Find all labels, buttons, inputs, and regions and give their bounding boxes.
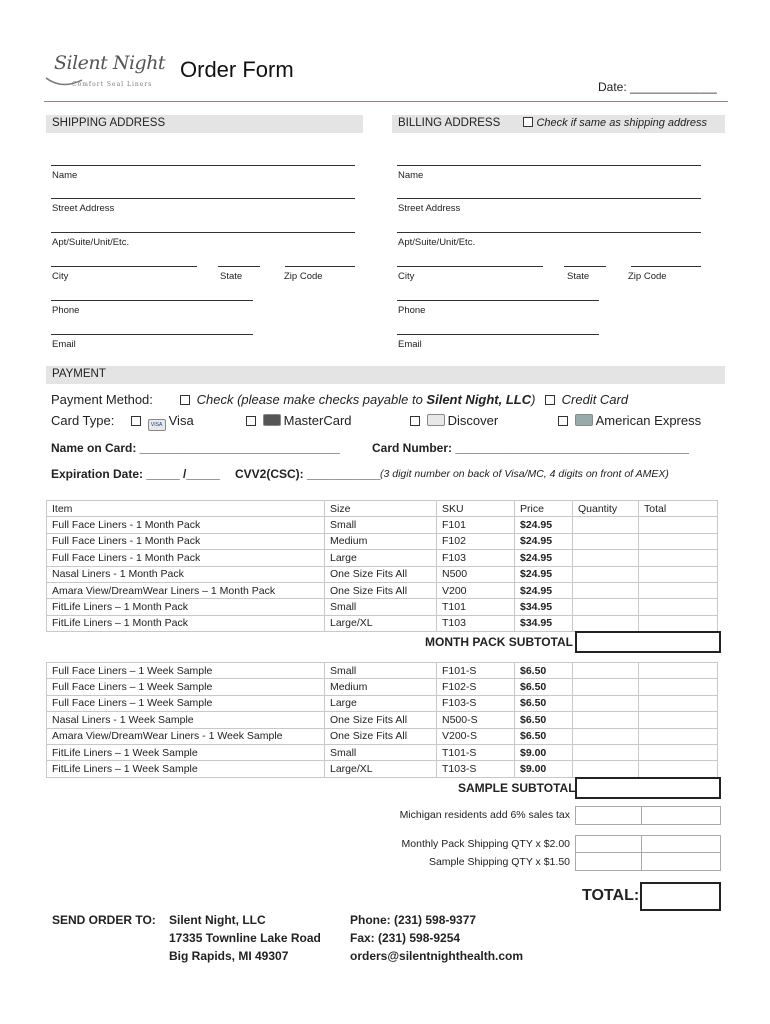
billing-heading-bar [392,115,725,133]
cvv-note: (3 digit number on back of Visa/MC, 4 digits on front of AMEX) [380,468,669,480]
cell-total-input[interactable] [639,550,718,566]
cell-size: Small [325,744,437,760]
month-pack-row [47,517,718,533]
table-header-row [47,501,718,517]
send-company: Silent Night, LLC [169,913,266,927]
shipping-zip-label: Zip Code [284,271,323,282]
sample-row [47,728,718,744]
mastercard-card-icon [263,414,281,426]
tax-total-box[interactable] [641,806,721,825]
billing-name-label: Name [398,170,424,181]
cell-price: $9.00 [515,761,573,777]
header-divider [44,101,728,102]
cell-quantity-input[interactable] [573,615,639,631]
same-as-shipping-checkbox[interactable] [523,117,533,127]
send-contact [350,911,523,965]
month-pack-row [47,582,718,598]
card-type-label: Card Type: [51,413,115,428]
cell-price: $34.95 [515,615,573,631]
billing-apt-label: Apt/Suite/Unit/Etc. [398,237,476,248]
credit-option [545,392,628,407]
tax-qty-box[interactable] [575,806,642,825]
mastercard-checkbox[interactable] [246,416,256,426]
cell-sku: N500 [437,566,515,582]
cell-size: One Size Fits All [325,566,437,582]
total-label: TOTAL: [582,887,640,904]
cell-price: $24.95 [515,517,573,533]
cell-quantity-input[interactable] [573,517,639,533]
cell-price: $6.50 [515,712,573,728]
cell-quantity-input[interactable] [573,744,639,760]
credit-card-checkbox[interactable] [545,395,555,405]
shipping-phone-label: Phone [52,305,80,316]
col-header-item: Item [47,501,325,517]
cell-sku: F103-S [437,695,515,711]
mastercard-label: MasterCard [283,413,352,428]
billing-street-label: Street Address [398,203,461,214]
cell-quantity-input[interactable] [573,761,639,777]
cell-size: One Size Fits All [325,728,437,744]
cell-size: Large/XL [325,761,437,777]
cell-price: $34.95 [515,599,573,615]
cell-sku: F102-S [437,679,515,695]
cell-item: Amara View/DreamWear Liners - 1 Week Sample [47,728,325,744]
monthly-shipping-label: Monthly Pack Shipping QTY x $2.00 [401,838,570,850]
cell-total-input[interactable] [639,517,718,533]
cell-price: $24.95 [515,550,573,566]
sample-row [47,712,718,728]
month-pack-subtotal-box[interactable] [575,631,721,653]
discover-option [410,413,498,428]
billing-city-line[interactable] [397,266,543,267]
cell-item: Full Face Liners - 1 Month Pack [47,517,325,533]
cell-sku: V200-S [437,728,515,744]
billing-heading: BILLING ADDRESS [398,117,501,129]
card-number-field[interactable]: Card Number: ___________________________________ [372,441,689,455]
billing-zip-line[interactable] [631,266,701,267]
cell-price: $6.50 [515,663,573,679]
total-box[interactable] [640,882,721,911]
billing-phone-line[interactable] [397,300,599,301]
shipping-apt-line[interactable] [51,232,355,233]
cell-total-input[interactable] [639,728,718,744]
cell-quantity-input[interactable] [573,599,639,615]
col-header-sku: SKU [437,501,515,517]
shipping-heading: SHIPPING ADDRESS [46,115,363,133]
cell-total-input[interactable] [639,695,718,711]
cell-sku: F101 [437,517,515,533]
date-field[interactable]: Date: _____________ [598,80,717,94]
cell-quantity-input[interactable] [573,566,639,582]
cell-sku: F101-S [437,663,515,679]
shipping-name-line[interactable] [51,165,355,166]
visa-card-icon: VISA [148,419,166,431]
amex-option [558,413,701,428]
shipping-phone-line[interactable] [51,300,253,301]
cell-quantity-input[interactable] [573,695,639,711]
cell-sku: F103 [437,550,515,566]
cell-size: Small [325,599,437,615]
month-pack-subtotal-label: MONTH PACK SUBTOTAL [425,635,573,649]
shipping-email-line[interactable] [51,334,253,335]
sample-row [47,679,718,695]
sample-row [47,663,718,679]
cell-size: Small [325,517,437,533]
billing-email-line[interactable] [397,334,599,335]
col-header-size: Size [325,501,437,517]
sample-table [46,662,718,778]
cell-item: Full Face Liners – 1 Week Sample [47,695,325,711]
cell-item: FitLife Liners – 1 Month Pack [47,599,325,615]
discover-checkbox[interactable] [410,416,420,426]
cell-total-input[interactable] [639,679,718,695]
cell-price: $6.50 [515,679,573,695]
logo-tagline: Comfort Seal Liners [72,81,153,88]
cell-price: $9.00 [515,744,573,760]
cell-item: Full Face Liners – 1 Week Sample [47,663,325,679]
billing-phone-label: Phone [398,305,426,316]
shipping-city-line[interactable] [51,266,197,267]
sample-row [47,761,718,777]
cell-price: $6.50 [515,728,573,744]
sample-subtotal-box[interactable] [575,777,721,799]
col-header-price: Price [515,501,573,517]
same-as-shipping-label: Check if same as shipping address [536,117,708,129]
billing-zip-label: Zip Code [628,271,667,282]
cell-price: $24.95 [515,566,573,582]
send-address-line2: Big Rapids, MI 49307 [169,949,289,963]
amex-checkbox[interactable] [558,416,568,426]
logo [44,52,169,94]
cell-size: One Size Fits All [325,712,437,728]
cell-total-input[interactable] [639,599,718,615]
cell-size: Large/XL [325,615,437,631]
check-option [180,392,535,407]
check-payee: Silent Night, LLC [426,392,532,407]
shipping-state-label: State [220,271,243,282]
visa-label: Visa [168,413,194,428]
cell-item: FitLife Liners – 1 Week Sample [47,761,325,777]
name-on-card-field[interactable]: Name on Card: ______________________________ [51,441,340,455]
cell-quantity-input[interactable] [573,663,639,679]
check-option-close: ) [531,392,536,407]
month-pack-row [47,550,718,566]
cell-size: Medium [325,533,437,549]
amex-label: American Express [595,413,702,428]
discover-card-icon [427,414,445,426]
cell-sku: T101-S [437,744,515,760]
mastercard-option [246,413,352,428]
billing-street-line[interactable] [397,198,701,199]
shipping-city-label: City [52,271,69,282]
cell-total-input[interactable] [639,566,718,582]
cell-item: Full Face Liners - 1 Month Pack [47,550,325,566]
cell-quantity-input[interactable] [573,550,639,566]
shipping-name-label: Name [52,170,78,181]
shipping-street-label: Street Address [52,203,115,214]
billing-name-line[interactable] [397,165,701,166]
payment-method-label: Payment Method: [51,392,153,407]
shipping-state-line[interactable] [218,266,260,267]
month-pack-table [46,500,718,632]
sample-shipping-qty-box[interactable] [575,852,642,871]
col-header-quantity: Quantity [573,501,639,517]
cell-size: Large [325,695,437,711]
logo-text: Silent Night [54,52,166,74]
cell-quantity-input[interactable] [573,533,639,549]
check-option-checkbox[interactable] [180,395,190,405]
credit-card-label: Credit Card [561,392,629,407]
cell-sku: N500-S [437,712,515,728]
cell-item: Nasal Liners - 1 Month Pack [47,566,325,582]
send-phone: Phone: (231) 598-9377 [350,913,477,927]
billing-apt-line[interactable] [397,232,701,233]
cell-item: Amara View/DreamWear Liners – 1 Month Pack [47,582,325,598]
send-address-line1: 17335 Townline Lake Road [169,931,321,945]
sample-shipping-total-box[interactable] [641,852,721,871]
cell-total-input[interactable] [639,663,718,679]
cvv-field[interactable]: CVV2(CSC): ___________ [235,467,381,481]
billing-state-label: State [567,271,590,282]
discover-label: Discover [447,413,499,428]
sample-table-body [47,663,718,778]
cell-size: Large [325,550,437,566]
page-title: Order Form [180,57,294,82]
cell-sku: F102 [437,533,515,549]
cell-price: $24.95 [515,582,573,598]
send-email[interactable]: orders@silentnighthealth.com [350,949,524,963]
cell-item: Full Face Liners - 1 Month Pack [47,533,325,549]
cell-item: Nasal Liners - 1 Week Sample [47,712,325,728]
month-pack-row [47,599,718,615]
monthly-shipping-total-box[interactable] [641,835,721,853]
cell-quantity-input[interactable] [573,582,639,598]
sample-row [47,695,718,711]
cell-total-input[interactable] [639,582,718,598]
cell-sku: V200 [437,582,515,598]
sample-row [47,744,718,760]
expiration-date-field[interactable]: Expiration Date: _____ /_____ [51,467,220,481]
cell-price: $24.95 [515,533,573,549]
month-pack-table-body [47,501,718,632]
cell-quantity-input[interactable] [573,728,639,744]
send-address [169,911,321,965]
send-fax: Fax: (231) 598-9254 [350,931,461,945]
cell-size: Medium [325,679,437,695]
cell-size: One Size Fits All [325,582,437,598]
month-pack-row [47,533,718,549]
shipping-zip-line[interactable] [285,266,355,267]
cell-price: $6.50 [515,695,573,711]
check-option-text: Check (please make checks payable to [196,392,427,407]
visa-option [131,413,194,431]
sample-subtotal-label: SAMPLE SUBTOTAL [458,781,576,795]
cell-total-input[interactable] [639,744,718,760]
cell-sku: T103 [437,615,515,631]
billing-state-line[interactable] [564,266,606,267]
shipping-email-label: Email [52,339,76,350]
tax-note: Michigan residents add 6% sales tax [399,809,570,821]
cell-total-input[interactable] [639,761,718,777]
billing-email-label: Email [398,339,422,350]
visa-checkbox[interactable] [131,416,141,426]
cell-sku: T101 [437,599,515,615]
send-order-label: SEND ORDER TO: [52,913,156,927]
sample-shipping-label: Sample Shipping QTY x $1.50 [428,856,570,868]
month-pack-row [47,615,718,631]
month-pack-row [47,566,718,582]
amex-card-icon [575,414,593,426]
col-header-total: Total [639,501,718,517]
shipping-street-line[interactable] [51,198,355,199]
shipping-apt-label: Apt/Suite/Unit/Etc. [52,237,130,248]
cell-item: Full Face Liners – 1 Week Sample [47,679,325,695]
cell-quantity-input[interactable] [573,679,639,695]
monthly-shipping-qty-box[interactable] [575,835,642,853]
cell-total-input[interactable] [639,615,718,631]
payment-heading: PAYMENT [46,366,725,384]
cell-sku: T103-S [437,761,515,777]
cell-quantity-input[interactable] [573,712,639,728]
billing-city-label: City [398,271,415,282]
cell-total-input[interactable] [639,712,718,728]
cell-item: FitLife Liners – 1 Month Pack [47,615,325,631]
cell-size: Small [325,663,437,679]
cell-item: FitLife Liners – 1 Week Sample [47,744,325,760]
cell-total-input[interactable] [639,533,718,549]
